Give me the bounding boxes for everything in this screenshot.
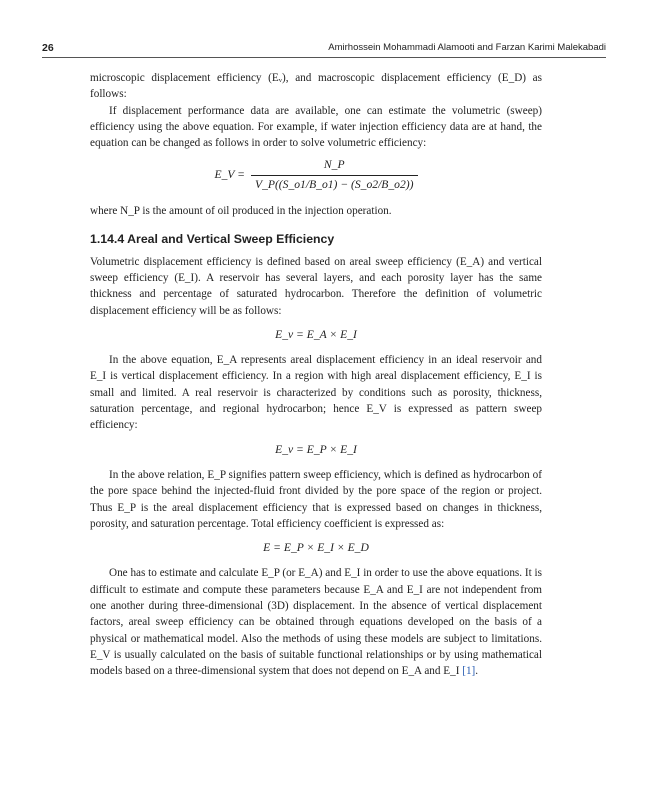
running-header (42, 40, 606, 58)
header-rule (42, 57, 606, 58)
paragraph-1: microscopic displacement efficiency (Eᵥ), and macroscopic displacement efficiency (E_D) as follows: (90, 72, 542, 101)
section-heading: 1.14.4 Areal and Vertical Sweep Efficiency (90, 232, 335, 247)
equation-2: E_v = E_A × E_I (275, 327, 357, 341)
page-body (90, 70, 542, 680)
citation-link[interactable]: [1] (462, 665, 476, 678)
paragraph-2: If displacement performance data are available, one can estimate the volumetric (sweep) efficiency using the above equation. For example, if water injection efficiency data are at hand, the equation can be changed as follows in order to solve volumetric efficiency: (90, 104, 542, 150)
paragraph-7: One has to estimate and calculate E_P (or E_A) and E_I in order to use the above equations. It is difficult to estimate and compute these parameters because E_A and E_I are not independent from one another during three-dimensional (3D) displacement. In the absence of vertical displacement factors, areal sweep efficiency can be obtained through equations developed on the basis of a physical or mathematical model. Also the methods of using these models are subject to limitations. E_V is usually calculated on the basis of suitable functional relationships or by using mathematical models based on a three-dimensional system that does not depend on E_A and E_I [1]. (90, 567, 542, 678)
paragraph-6: In the above relation, E_P signifies pattern sweep efficiency, which is defined as hydrocarbon of the pore space behind the injected-fluid front divided by the pore space of the region or project. Thus E_P is the areal displacement efficiency that is expressed based on changes in thickness, porosity, and saturation percentage. Total efficiency coefficient is expressed as: (90, 468, 542, 530)
paragraph-4: Volumetric displacement efficiency is defined based on areal sweep efficiency (E_A) and vertical sweep efficiency (E_I). A reservoir has several layers, and each porosity layer has the same thickness and percentage of saturated hydrocarbon. Therefore the definition of volumetric displacement efficiency will be as follows: (90, 255, 542, 317)
equation-3: E_v = E_P × E_I (275, 442, 357, 456)
equation-4: E = E_P × E_I × E_D (263, 541, 369, 555)
running-head-authors: Amirhossein Mohammadi Alamooti and Farzan Karimi Malekabadi (328, 42, 606, 53)
equation-1-fraction (251, 157, 418, 193)
paragraph-7-text: One has to estimate and calculate E_P (or E_A) and E_I in order to use the above equations. It is difficult to estimate and compute these parameters because E_A and E_I are not independent from one another during three-dimensional (3D) displacement. In the absence of vertical displacement factors, areal sweep efficiency can be obtained through equations developed on the basis of a physical or mathematical model. Also the methods of using these models are subject to limitations. E_V is usually calculated on the basis of suitable functional relationships or by using mathematical models based on a three-dimensional system that does not depend on E_A and E_I (90, 567, 542, 678)
equation-1-lhs: E_V = (214, 168, 245, 182)
paragraph-5: In the above equation, E_A represents areal displacement efficiency in an ideal reservoir and E_I is vertical displacement efficiency. In a region with high areal displacement efficiency, E_I is small and limited. A real reservoir is characterized by conditions such as porosity, thickness, saturation percentage, and regional hydrocarbon; hence E_V is expressed as pattern sweep efficiency: (90, 354, 542, 432)
equation-volumetric-efficiency (90, 157, 542, 193)
equation-1-denominator: V_P((S_o1/B_o1) − (S_o2/B_o2)) (254, 177, 414, 191)
paragraph-3: where N_P is the amount of oil produced in the injection operation. (90, 205, 392, 218)
equation-1-numerator: N_P (323, 158, 345, 172)
page-number: 26 (42, 42, 54, 54)
